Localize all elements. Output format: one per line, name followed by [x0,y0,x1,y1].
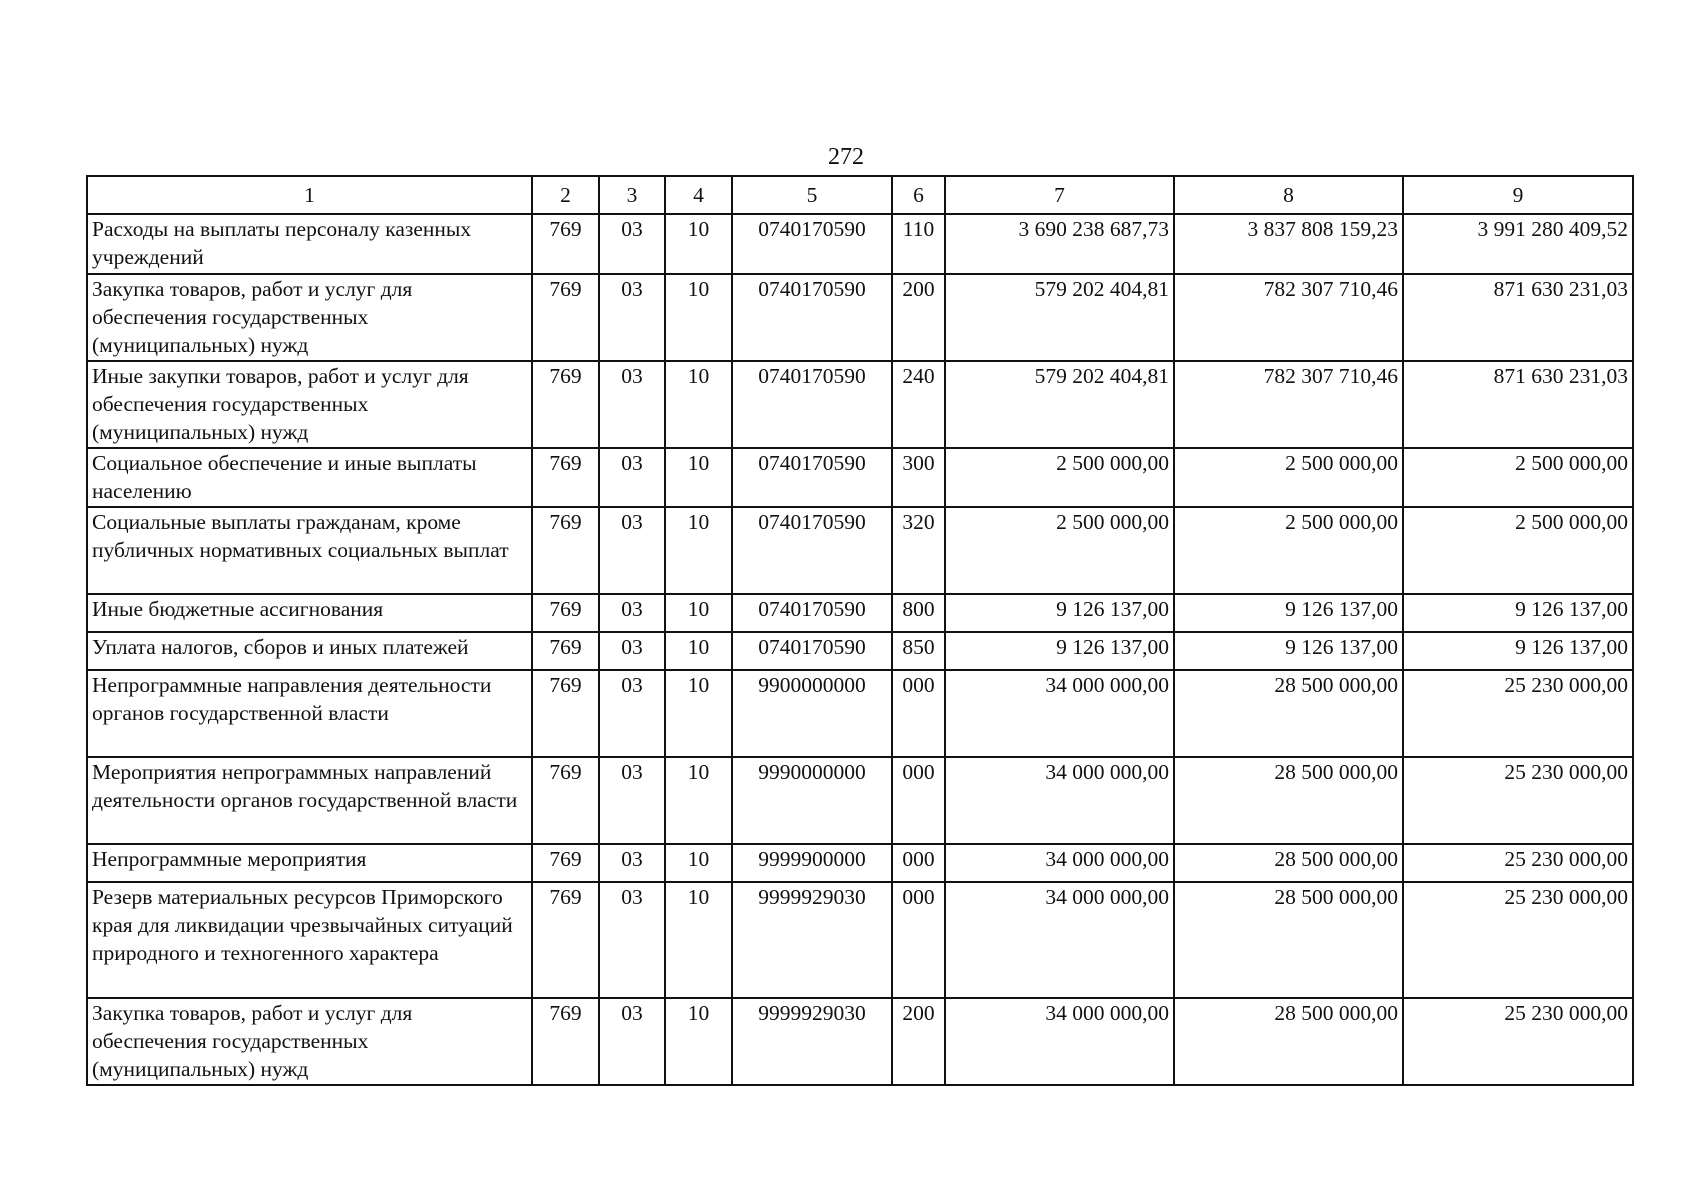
expense-type-cell: 320 [892,507,945,594]
expense-type-cell: 200 [892,274,945,361]
ministry-code-cell: 769 [532,757,599,844]
amount-col9-cell: 2 500 000,00 [1403,507,1633,594]
header-cell: 6 [892,176,945,214]
table-row [87,844,1633,882]
amount-col7-cell: 2 500 000,00 [945,507,1174,594]
header-cell: 9 [1403,176,1633,214]
expense-type-cell: 800 [892,594,945,632]
section-code-cell: 03 [599,670,665,757]
amount-col9-cell: 25 230 000,00 [1403,998,1633,1085]
table-row [87,448,1633,507]
subsection-code-cell: 10 [665,214,732,274]
amount-col7-cell: 34 000 000,00 [945,757,1174,844]
amount-col8-cell: 782 307 710,46 [1174,274,1403,361]
amount-col8-cell: 2 500 000,00 [1174,507,1403,594]
row-name-cell: Непрограммные мероприятия [87,844,532,882]
amount-col8-cell: 28 500 000,00 [1174,882,1403,998]
header-cell: 2 [532,176,599,214]
ministry-code-cell: 769 [532,882,599,998]
section-code-cell: 03 [599,998,665,1085]
header-cell: 4 [665,176,732,214]
table-row [87,757,1633,844]
amount-col8-cell: 2 500 000,00 [1174,448,1403,507]
ministry-code-cell: 769 [532,214,599,274]
ministry-code-cell: 769 [532,632,599,670]
row-name-cell: Мероприятия непрограммных направлений деятельности органов государственной власти [87,757,532,844]
amount-col8-cell: 28 500 000,00 [1174,670,1403,757]
target-article-cell: 9999929030 [732,882,892,998]
table-row [87,214,1633,274]
expense-type-cell: 000 [892,670,945,757]
section-code-cell: 03 [599,214,665,274]
expense-type-cell: 000 [892,757,945,844]
amount-col7-cell: 34 000 000,00 [945,882,1174,998]
expense-type-cell: 240 [892,361,945,448]
subsection-code-cell: 10 [665,998,732,1085]
target-article-cell: 0740170590 [732,507,892,594]
amount-col8-cell: 28 500 000,00 [1174,757,1403,844]
amount-col7-cell: 34 000 000,00 [945,998,1174,1085]
target-article-cell: 0740170590 [732,594,892,632]
ministry-code-cell: 769 [532,361,599,448]
header-cell: 3 [599,176,665,214]
amount-col7-cell: 34 000 000,00 [945,844,1174,882]
amount-col8-cell: 782 307 710,46 [1174,361,1403,448]
amount-col8-cell: 3 837 808 159,23 [1174,214,1403,274]
ministry-code-cell: 769 [532,274,599,361]
section-code-cell: 03 [599,757,665,844]
amount-col9-cell: 9 126 137,00 [1403,632,1633,670]
amount-col9-cell: 25 230 000,00 [1403,882,1633,998]
header-cell: 7 [945,176,1174,214]
amount-col7-cell: 2 500 000,00 [945,448,1174,507]
row-name-cell: Закупка товаров, работ и услуг для обеспечения государственных (муниципальных) нужд [87,998,532,1085]
amount-col9-cell: 9 126 137,00 [1403,594,1633,632]
amount-col7-cell: 579 202 404,81 [945,361,1174,448]
amount-col9-cell: 871 630 231,03 [1403,361,1633,448]
ministry-code-cell: 769 [532,844,599,882]
ministry-code-cell: 769 [532,507,599,594]
amount-col9-cell: 25 230 000,00 [1403,757,1633,844]
subsection-code-cell: 10 [665,274,732,361]
row-name-cell: Закупка товаров, работ и услуг для обеспечения государственных (муниципальных) нужд [87,274,532,361]
target-article-cell: 0740170590 [732,361,892,448]
table-row [87,594,1633,632]
header-row [87,176,1633,214]
section-code-cell: 03 [599,844,665,882]
expense-type-cell: 000 [892,882,945,998]
section-code-cell: 03 [599,361,665,448]
ministry-code-cell: 769 [532,998,599,1085]
target-article-cell: 0740170590 [732,632,892,670]
ministry-code-cell: 769 [532,594,599,632]
expense-type-cell: 000 [892,844,945,882]
amount-col8-cell: 9 126 137,00 [1174,632,1403,670]
expense-type-cell: 200 [892,998,945,1085]
target-article-cell: 9999929030 [732,998,892,1085]
target-article-cell: 9900000000 [732,670,892,757]
amount-col7-cell: 579 202 404,81 [945,274,1174,361]
amount-col9-cell: 25 230 000,00 [1403,844,1633,882]
amount-col8-cell: 9 126 137,00 [1174,594,1403,632]
ministry-code-cell: 769 [532,448,599,507]
row-name-cell: Иные бюджетные ассигнования [87,594,532,632]
amount-col7-cell: 9 126 137,00 [945,632,1174,670]
target-article-cell: 0740170590 [732,214,892,274]
subsection-code-cell: 10 [665,448,732,507]
ministry-code-cell: 769 [532,670,599,757]
subsection-code-cell: 10 [665,670,732,757]
amount-col7-cell: 9 126 137,00 [945,594,1174,632]
target-article-cell: 9999900000 [732,844,892,882]
target-article-cell: 0740170590 [732,274,892,361]
subsection-code-cell: 10 [665,507,732,594]
table-row [87,507,1633,594]
table-row [87,274,1633,361]
subsection-code-cell: 10 [665,632,732,670]
row-name-cell: Резерв материальных ресурсов Приморского края для ликвидации чрезвычайных ситуаций природного и техногенного характера [87,882,532,998]
table-row [87,361,1633,448]
row-name-cell: Иные закупки товаров, работ и услуг для обеспечения государственных (муниципальных) нужд [87,361,532,448]
expense-type-cell: 110 [892,214,945,274]
section-code-cell: 03 [599,507,665,594]
budget-table [86,175,1634,1086]
section-code-cell: 03 [599,448,665,507]
row-name-cell: Социальные выплаты гражданам, кроме публичных нормативных социальных выплат [87,507,532,594]
amount-col9-cell: 25 230 000,00 [1403,670,1633,757]
table-row [87,882,1633,998]
row-name-cell: Расходы на выплаты персоналу казенных учреждений [87,214,532,274]
table-row [87,632,1633,670]
subsection-code-cell: 10 [665,882,732,998]
amount-col8-cell: 28 500 000,00 [1174,998,1403,1085]
expense-type-cell: 300 [892,448,945,507]
amount-col9-cell: 3 991 280 409,52 [1403,214,1633,274]
subsection-code-cell: 10 [665,844,732,882]
section-code-cell: 03 [599,632,665,670]
amount-col7-cell: 34 000 000,00 [945,670,1174,757]
table-row [87,670,1633,757]
expense-type-cell: 850 [892,632,945,670]
target-article-cell: 9990000000 [732,757,892,844]
table-row [87,998,1633,1085]
section-code-cell: 03 [599,594,665,632]
section-code-cell: 03 [599,882,665,998]
row-name-cell: Уплата налогов, сборов и иных платежей [87,632,532,670]
row-name-cell: Социальное обеспечение и иные выплаты населению [87,448,532,507]
amount-col8-cell: 28 500 000,00 [1174,844,1403,882]
page-number: 272 [828,144,864,170]
header-cell: 5 [732,176,892,214]
target-article-cell: 0740170590 [732,448,892,507]
row-name-cell: Непрограммные направления деятельности органов государственной власти [87,670,532,757]
subsection-code-cell: 10 [665,361,732,448]
section-code-cell: 03 [599,274,665,361]
amount-col9-cell: 871 630 231,03 [1403,274,1633,361]
subsection-code-cell: 10 [665,594,732,632]
amount-col7-cell: 3 690 238 687,73 [945,214,1174,274]
subsection-code-cell: 10 [665,757,732,844]
header-cell: 1 [87,176,532,214]
header-cell: 8 [1174,176,1403,214]
amount-col9-cell: 2 500 000,00 [1403,448,1633,507]
